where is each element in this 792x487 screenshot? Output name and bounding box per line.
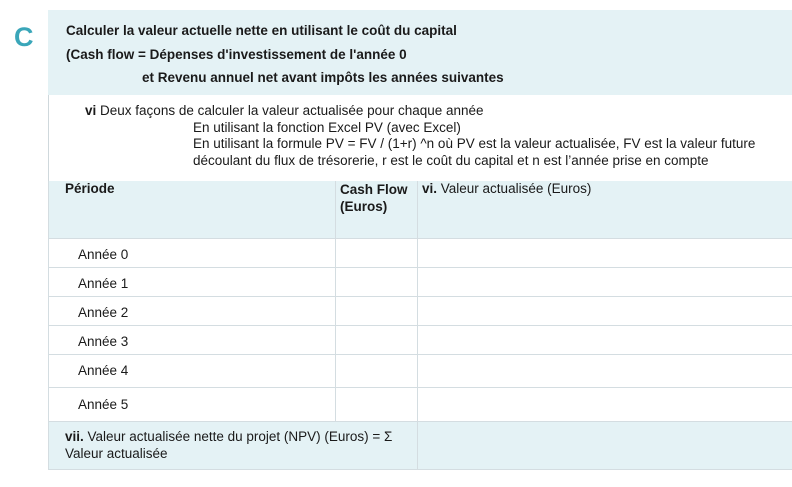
header-pv-label: Valeur actualisée (Euros) — [440, 181, 592, 196]
intro-title: Deux façons de calculer la valeur actualisée pour chaque année — [100, 103, 484, 118]
header-cashflow-line-1: Cash Flow — [340, 182, 408, 197]
npv-total-row — [49, 421, 792, 469]
pv-cell[interactable] — [418, 267, 792, 296]
header-period: Période — [49, 181, 336, 238]
cashflow-cell[interactable] — [336, 267, 418, 296]
table-row — [49, 296, 792, 325]
method-excel: En utilisant la fonction Excel PV (avec Excel) — [193, 119, 461, 135]
header-cashflow-line-2: (Euros) — [340, 199, 388, 214]
npv-label-line-1: Valeur actualisée nette du projet (NPV) (Euros) = Σ — [87, 428, 393, 444]
table-row — [49, 387, 792, 421]
npv-table — [48, 181, 792, 470]
period-cell: Année 0 — [49, 238, 336, 267]
pv-cell[interactable] — [418, 354, 792, 387]
pv-cell[interactable] — [418, 296, 792, 325]
period-cell: Année 4 — [49, 354, 336, 387]
cashflow-cell[interactable] — [336, 238, 418, 267]
header-line-3: et Revenu annuel net avant impôts les années suivantes — [142, 70, 504, 85]
cashflow-cell[interactable] — [336, 354, 418, 387]
header-line-2: (Cash flow = Dépenses d'investissement de l'année 0 — [66, 46, 407, 62]
header-line-1: Calculer la valeur actuelle nette en utilisant le coût du capital — [66, 23, 457, 38]
intro-number: vi — [85, 103, 97, 118]
cashflow-cell[interactable] — [336, 296, 418, 325]
pv-cell[interactable] — [418, 238, 792, 267]
intro-title-line — [85, 103, 792, 120]
npv-value-cell[interactable] — [418, 421, 792, 469]
period-cell: Année 2 — [49, 296, 336, 325]
section-letter: C — [14, 22, 34, 52]
table-row — [49, 267, 792, 296]
method-formula-line-1: En utilisant la formule PV = FV / (1+r) ^n où PV est la valeur actualisée, FV est la valeur future — [193, 136, 756, 151]
cashflow-cell[interactable] — [336, 387, 418, 421]
pv-cell[interactable] — [418, 325, 792, 354]
method-description — [48, 95, 792, 181]
cashflow-cell[interactable] — [336, 325, 418, 354]
header-present-value — [418, 181, 792, 238]
npv-label — [49, 421, 418, 469]
period-cell: Année 5 — [49, 387, 336, 421]
table-header-row — [49, 181, 792, 238]
period-cell: Année 1 — [49, 267, 336, 296]
table-row — [49, 238, 792, 267]
table-row — [49, 325, 792, 354]
header-pv-number: vi. — [422, 181, 438, 196]
npv-label-line-2: Valeur actualisée — [65, 445, 168, 461]
period-cell: Année 3 — [49, 325, 336, 354]
header-cashflow — [336, 181, 418, 238]
npv-number: vii. — [65, 428, 84, 444]
table-row — [49, 354, 792, 387]
pv-cell[interactable] — [418, 387, 792, 421]
instruction-header — [48, 10, 792, 95]
method-formula-line-2: découlant du flux de trésorerie, r est le coût du capital et n est l’année prise en compte — [193, 152, 709, 168]
